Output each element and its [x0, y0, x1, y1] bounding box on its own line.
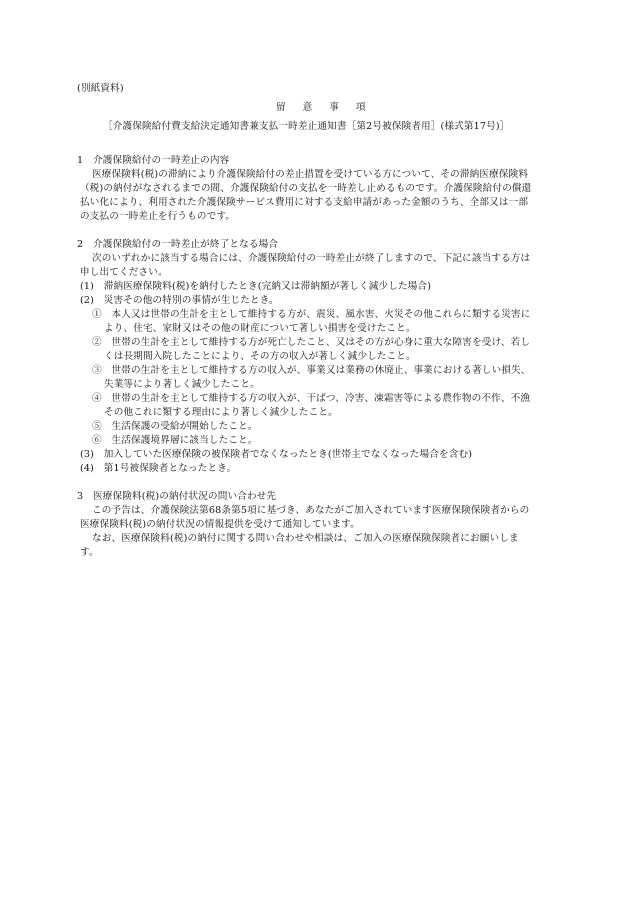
- section3-line: す。: [80, 547, 99, 558]
- section2-sub-2-cont: くは長期間入院したことにより、その方の収入が著しく減少したこと。: [104, 351, 416, 362]
- section2-sub-1-cont: より、住宅、家財又はその他の財産について著しい損害を受けたこと。: [104, 323, 416, 334]
- section2-item-4: (4) 第1号被保険者となったとき。: [80, 463, 237, 474]
- section1-line: 払い化により、利用された介護保険サービス費用に対する支給申請があった金額のうち、全部又は一部: [80, 197, 529, 208]
- section2-item-2: (2) 災害その他の特別の事情が生じたとき。: [80, 295, 279, 306]
- section2-sub-6: ⑥ 生活保護境界層に該当したこと。: [92, 435, 258, 446]
- section2-intro-line: 申し出てください。: [80, 267, 168, 278]
- section2-sub-3-cont: 失業等により著しく減少したこと。: [104, 379, 260, 390]
- section2-sub-4-cont: その他これに類する理由により著しく減少したこと。: [104, 407, 338, 418]
- section2-intro-line: 次のいずれかに該当する場合には、介護保険給付の一時差止が終了しますので、下記に該当する方は: [92, 253, 531, 264]
- section2-sub-2: ② 世帯の生計を主として維持する方が死亡したこと、又はその方が心身に重大な障害を受け、若し: [92, 337, 531, 348]
- section2-sub-5: ⑤ 生活保護の受給が開始したこと。: [92, 421, 258, 432]
- section2-sub-3: ③ 世帯の生計を主として維持する方の収入が、事業又は業務の休廃止、事業における著しい損失、: [92, 365, 531, 376]
- section3-line: 医療保険料(税)の納付状況の情報提供を受けて通知しています。: [80, 519, 360, 530]
- section2-sub-1: ① 本人又は世帯の生計を主として維持する方が、震災、風水害、火災その他これらに類する災害に: [92, 309, 531, 320]
- document-title: 留 意 事 項: [276, 102, 373, 113]
- section2-item-3: (3) 加入していた医療保険の被保険者でなくなったとき(世帯主でなくなった場合を含む): [80, 449, 473, 460]
- section3-heading: 3 医療保険料(税)の納付状況の問い合わせ先: [77, 491, 277, 502]
- document-subtitle: ［介護保険給付費支給決定通知書兼支払一時差止通知書［第2号被保険者用］(様式第17号)］: [103, 121, 510, 132]
- section1-line: （税)の納付がなされるまでの間、介護保険給付の支払を一時差し止めるものです。介護保険給付の償還: [80, 183, 532, 194]
- section2-heading: 2 介護保険給付の一時差止が終了となる場合: [77, 239, 279, 250]
- section3-line: なお、医療保険料(税)の納付に関する問い合わせや相談は、ご加入の医療保険保険者にお願いしま: [92, 533, 519, 544]
- section3-line: この予告は、介護保険法第68条第5項に基づき、あなたがご加入されています医療保険保険者からの: [92, 505, 530, 516]
- section1-line: 医療保険料(税)の滞納により介護保険給付の差止措置を受けている方について、その滞納医療保険料: [92, 169, 529, 180]
- section1-heading: 1 介護保険給付の一時差止の内容: [77, 155, 230, 166]
- section2-item-1: (1) 滞納医療保険料(税)を納付したとき(完納又は滞納額が著しく減少した場合): [80, 281, 432, 292]
- section1-line: の支払の一時差止を行うものです。: [80, 211, 236, 222]
- section2-sub-4: ④ 世帯の生計を主として維持する方の収入が、干ばつ、冷害、凍霜害等による農作物の不作、不漁: [92, 393, 531, 404]
- attachment-label: (別紙資料): [77, 83, 124, 94]
